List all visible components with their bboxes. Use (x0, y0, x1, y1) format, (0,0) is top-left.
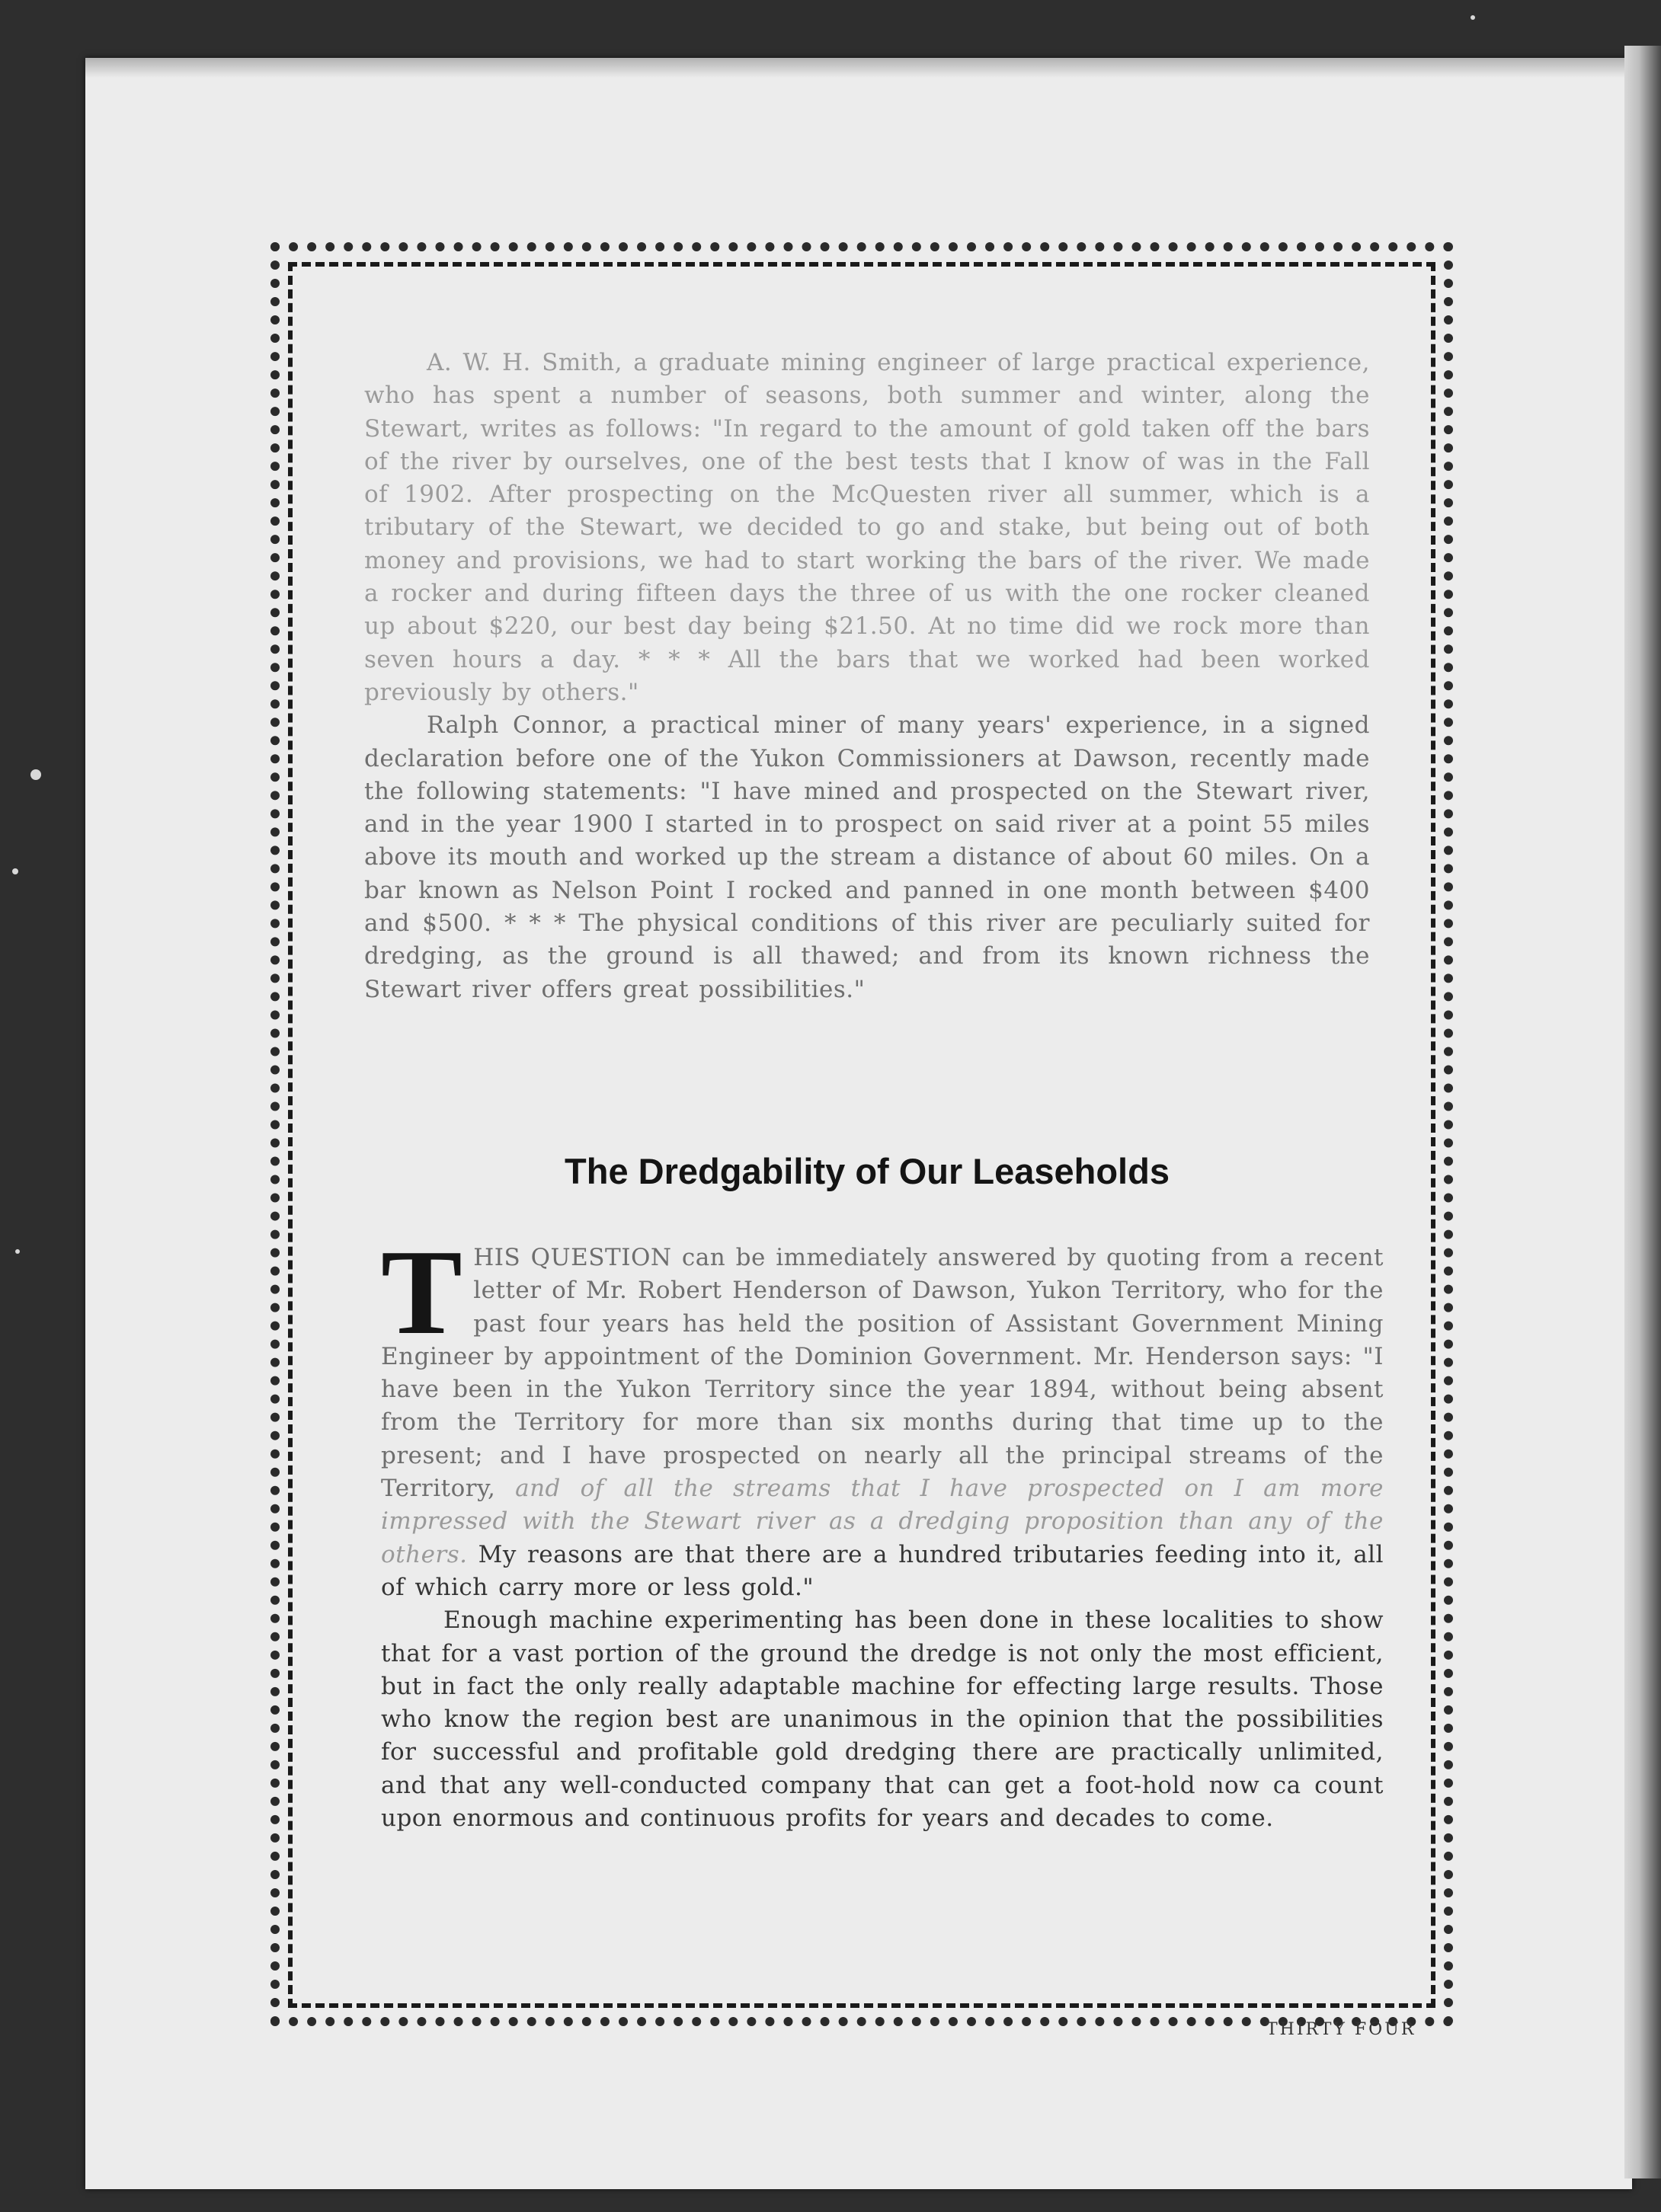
section-body (381, 1224, 1384, 1835)
scan-speck (1471, 15, 1475, 20)
page-top-shadow (85, 58, 1632, 78)
paragraph-dredging-conclusion: Enough machine experimenting has been done in these localities to show that for a vast portion of the ground the dredge is not only the most efficient, but in fact the only really adaptable machine for effecting large results. Those who know the region best are unanimous in the opinion that the possibilities for successful and profitable gold dredging there are practically unlimited, and that any well-conducted company that can get a foot-hold now ca count upon enormous and continuous profits for years and decades to come. (381, 1606, 1384, 1833)
scan-speck (15, 1249, 20, 1254)
section-heading: The Dredgability of Our Leaseholds (565, 1151, 1170, 1191)
drop-cap: T (381, 1224, 463, 1360)
henderson-quote-italic: and of all the streams that I have prospected on I am more impressed with the Stewart river as a dredging proposition than any of the others. (381, 1475, 1384, 1568)
henderson-quote-start: HIS QUESTION can be immediately answered by quoting from a recent letter of Mr. Robert Henderson of Dawson, Yukon Territory, who for the past four years has held the position of Assistant Government Mining Engineer by appointment of the Dominion Government. Mr. Henderson says: "I have been in the Yukon Territory since the year 1894, without being absent from the Territory for more than six months during that time up to the present; and I have prospected on nearly all the principal streams of the Territory, (381, 1244, 1384, 1503)
page-number: THIRTY FOUR (1266, 2020, 1416, 2039)
paragraph-smith-quote: A. W. H. Smith, a graduate mining engineer of large practical experience, who has spent a number of seasons, both summer and winter, along the Stewart, writes as follows: "In regard to the amount of gold taken off the bars of the river by ourselves, one of the best tests that I know of was in the Fall of 1902. After prospecting on the McQuesten river all summer, which is a tributary of the Stewart, we decided to go and stake, but being out of both money and provisions, we had to start working the bars of the river. We made a rocker and during fifteen days the three of us with the one rocker cleaned up about $220, our best day being $21.50. At no time did we rock more than seven hours a day. * * * All the bars that we worked had been worked previously by others." (364, 349, 1370, 706)
page-edge (1624, 46, 1661, 2178)
article-body (364, 347, 1370, 1006)
paragraph-connor-quote: Ralph Connor, a practical miner of many years' experience, in a signed declaration before one of the Yukon Commissioners at Dawson, recently made the following statements: "I have mined and prospected on the Stewart river, and in the year 1900 I started in to prospect on said river at a point 55 miles above its mouth and worked up the stream a distance of about 60 miles. On a bar known as Nelson Point I rocked and panned in one month between $400 and $500. * * * The physical conditions of this river are peculiarly suited for dredging, as the ground is all thawed; and from its known richness the Stewart river offers great possibilities." (364, 711, 1370, 1003)
scan-speck (30, 769, 41, 780)
scan-speck (12, 868, 18, 874)
paragraph-henderson-quote (381, 1224, 1384, 1604)
henderson-quote-end: My reasons are that there are a hundred tributaries feeding into it, all of which carry more or less gold." (381, 1540, 1384, 1601)
